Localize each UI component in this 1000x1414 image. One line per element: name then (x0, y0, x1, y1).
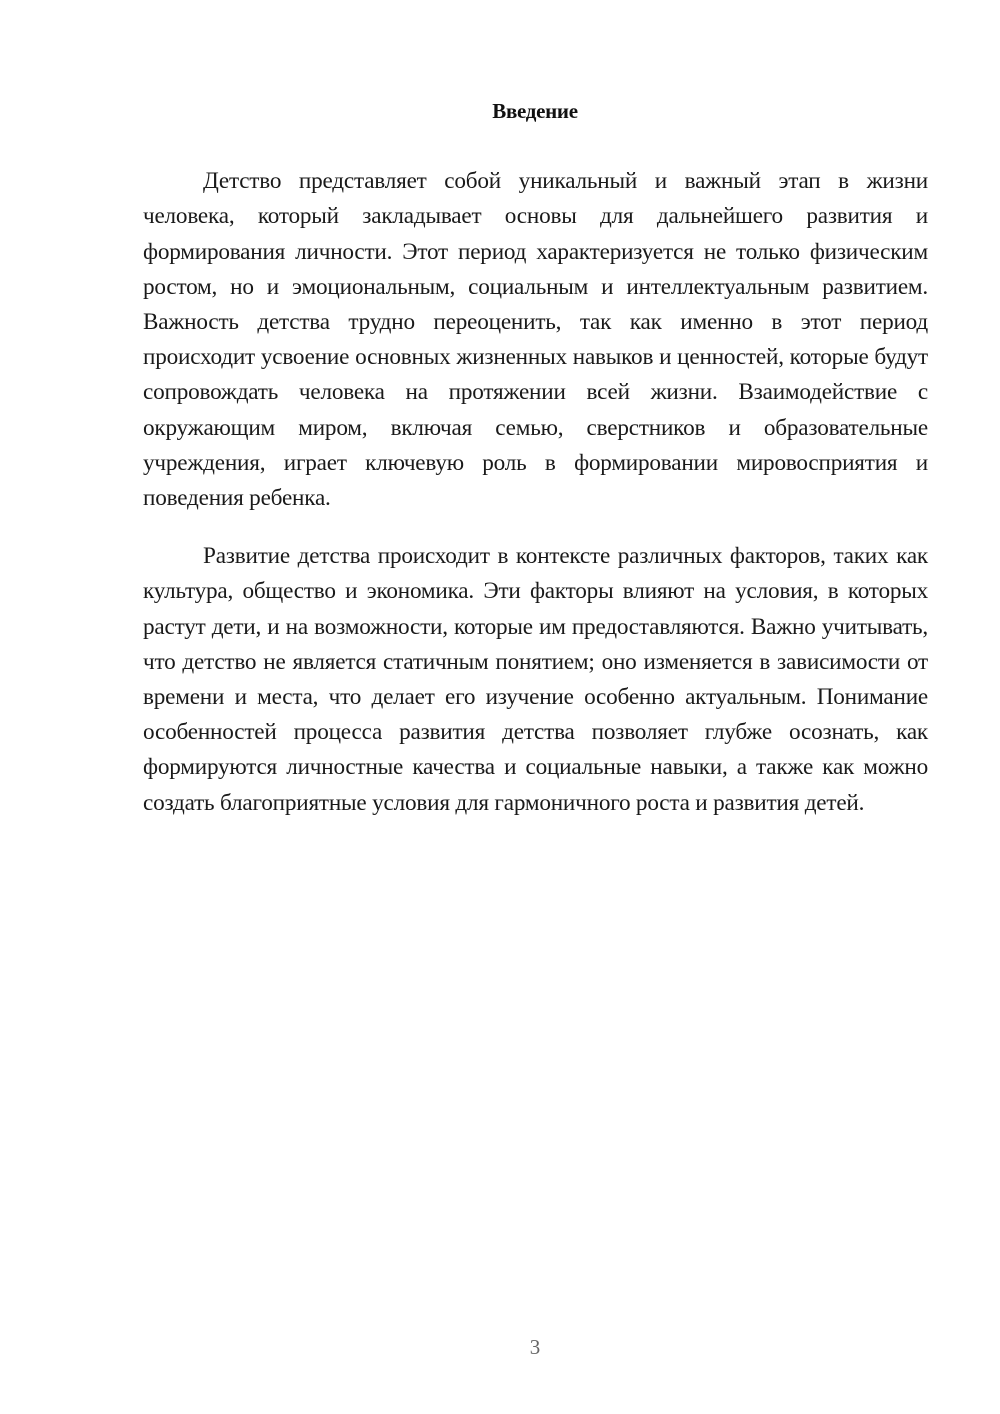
intro-paragraph-1: Детство представляет собой уникальный и важный этап в жизни человека, который закладывает основы для дальнейшего развития и формирования личности. Этот период характеризуется не только физическим ростом, но и эмоциональным, социальным и интеллектуальным развитием. Важность детства трудно переоценить, так как именно в этот период происходит усвоение основных жизненных навыков и ценностей, которые будут сопровождать человека на протяжении всей жизни. Взаимодействие с окружающим миром, включая семью, сверстников и образовательные учреждения, играет ключевую роль в формировании мировосприятия и поведения ребенка. (143, 168, 928, 512)
intro-paragraph-2: Развитие детства происходит в контексте различных факторов, таких как культура, общество и экономика. Эти факторы влияют на условия, в которых растут дети, и на возможности, которые им предоставляются. Важно учитывать, что детство не является статичным понятием; оно изменяется в зависимости от времени и места, что делает его изучение особенно актуальным. Понимание особенностей процесса развития детства позволяет глубже осознать, как формируются личностные качества и социальные навыки, а также как можно создать благоприятные условия для гармоничного роста и развития детей. (143, 543, 928, 816)
page-number: 3 (529, 1335, 541, 1359)
section-heading: Введение (492, 99, 578, 123)
